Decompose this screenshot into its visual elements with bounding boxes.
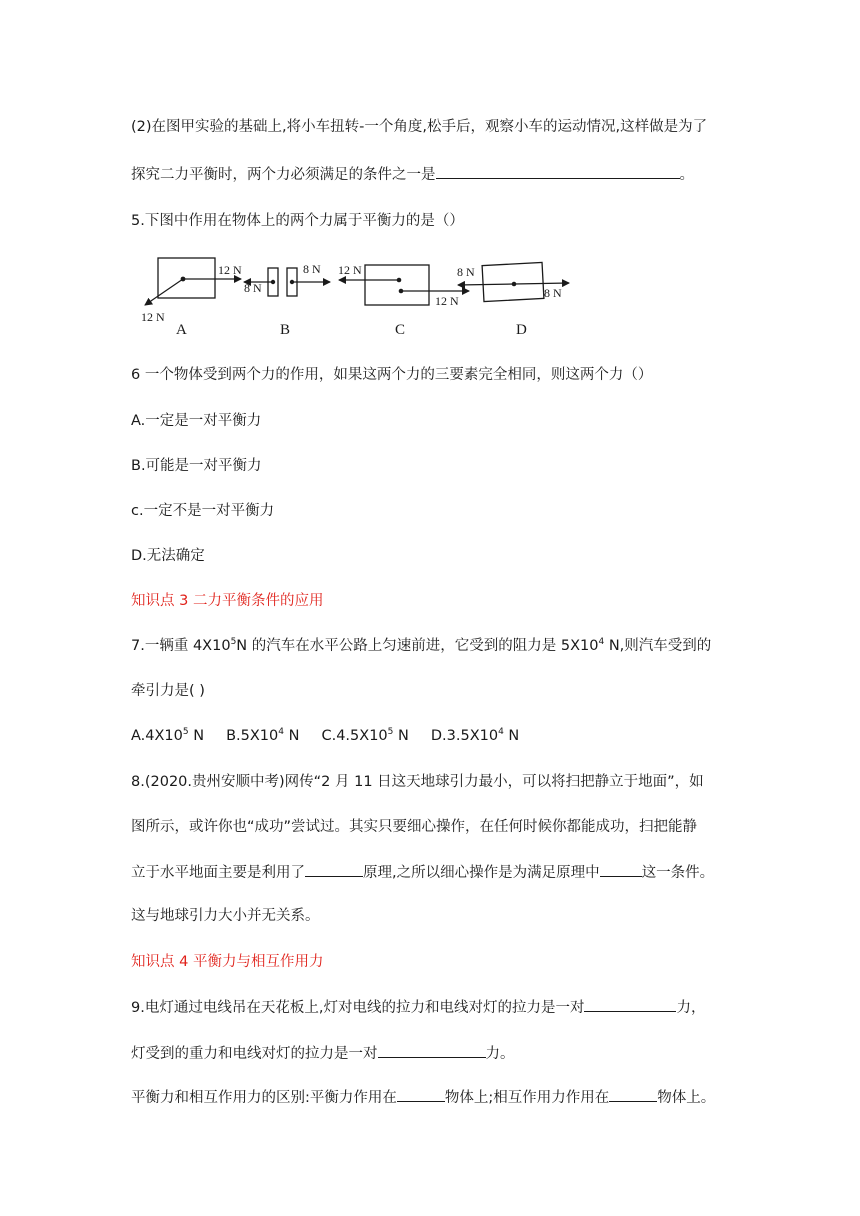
diagram-d-label: D [516,322,527,338]
diagram-c [338,263,469,338]
diagram-c-label: C [395,322,406,338]
q5-force-diagram [131,250,581,348]
diagram-d [457,262,569,338]
q8-line3-c: 这一条件。 [641,865,715,881]
q9-line3-c: 物体上。 [657,1090,716,1106]
diagram-b-force-left-label: 8 N [244,281,262,295]
question-9-line-3 [131,1087,715,1108]
diagram-b-force-right-label: 8 N [303,262,321,276]
answer-blank [436,164,680,179]
diagram-a-arrow-down [145,279,183,305]
diagram-d-arrow-right [514,283,569,284]
q7-option-b: $B.5X10^4$ N [226,727,300,744]
diagram-a-force-down-label: 12 N [141,310,165,324]
diagram-b-label: B [280,322,291,338]
q9-line1-b: 力， [676,1000,706,1016]
answer-blank [584,997,676,1012]
answer-blank [609,1087,657,1102]
question-9-line-1 [131,997,705,1018]
question-5-stem: 5.下图中作用在物体上的两个力属于平衡力的是（） [131,213,464,229]
answer-blank [378,1043,486,1058]
q7-text-2: N 的汽车在水平公路上匀速前进，它受到的阻力是 5X10 [236,638,599,654]
diagram-a-box [158,258,215,298]
answer-blank [305,862,363,877]
question-8-line-3 [131,862,714,883]
q7-text-1: 7.一辆重 4X10 [131,638,231,654]
answer-blank [397,1087,445,1102]
diagram-c-force-left-label: 12 N [338,263,362,277]
section-heading-4: 知识点 4 平衡力与相互作用力 [131,954,324,970]
q7-exponent-1: 5 [230,637,237,647]
question-4-part-2-line-1: (2)在图甲实验的基础上,将小车扭转-一个角度,松手后，观察小车的运动情况,这样做是为了 [131,119,708,135]
question-7-line-1 [131,636,711,656]
q8-line3-b: 原理,之所以细心操作是为满足原理中 [363,865,600,881]
q6-option-d: D.无法确定 [131,548,205,564]
q6-option-a: A.一定是一对平衡力 [131,413,262,429]
question-8-line-2: 图所示，或许你也“成功”尝试过。其实只要细心操作，在任何时候你都能成功，扫把能静 [131,819,698,835]
q7-options [131,726,519,746]
q9-line3-b: 物体上;相互作用力作用在 [444,1090,610,1106]
question-9-line-2 [131,1043,515,1064]
q6-option-b: B.可能是一对平衡力 [131,458,262,474]
question-4-part-2-line-2 [131,164,694,185]
q7-text-3: N,则汽车受到的 [604,638,712,654]
diagram-a [141,258,242,338]
q6-option-c: c.一定不是一对平衡力 [131,503,275,519]
q7-option-a: $A.4X10^5$ N [131,727,205,744]
q9-line2-b: 力。 [485,1046,515,1062]
diagram-c-force-right-label: 12 N [435,294,459,308]
q9-line1-a: 9.电灯通过电线吊在天花板上,灯对电线的拉力和电线对灯的拉力是一对 [131,1000,585,1016]
q7-option-d: $D.3.5X10^4$ N [430,727,520,744]
diagram-d-force-right-label: 8 N [544,286,562,300]
diagram-a-label: A [176,322,187,338]
question-6-stem: 6 一个物体受到两个力的作用，如果这两个力的三要素完全相同，则这两个力（） [131,367,653,383]
diagram-a-force-right-label: 12 N [218,263,242,277]
q9-line3-a: 平衡力和相互作用力的区别:平衡力作用在 [131,1090,397,1106]
q4-line2-text: 探究二力平衡时，两个力必须满足的条件之一是 [131,167,436,183]
diagram-b [244,262,330,338]
question-8-line-4: 这与地球引力大小并无关系。 [131,908,320,924]
diagram-d-arrow-left [458,284,514,285]
answer-blank [600,862,642,877]
question-7-line-2: 牵引力是( ) [131,683,205,699]
diagram-c-box [365,265,429,305]
q7-exponent-2: 4 [598,637,605,647]
q8-line3-a: 立于水平地面主要是利用了 [131,865,305,881]
question-8-line-1: 8.(2020.贵州安顺中考)网传“2 月 11 日这天地球引力最小，可以将扫把静立于地面”，如 [131,774,704,790]
q9-line2-a: 灯受到的重力和电线对灯的拉力是一对 [131,1046,378,1062]
section-heading-3: 知识点 3 二力平衡条件的应用 [131,593,324,609]
q4-line2-end: 。 [679,167,694,183]
q7-option-c: $C.4.5X10^5$ N [321,727,409,744]
diagram-d-force-left-label: 8 N [457,265,475,279]
